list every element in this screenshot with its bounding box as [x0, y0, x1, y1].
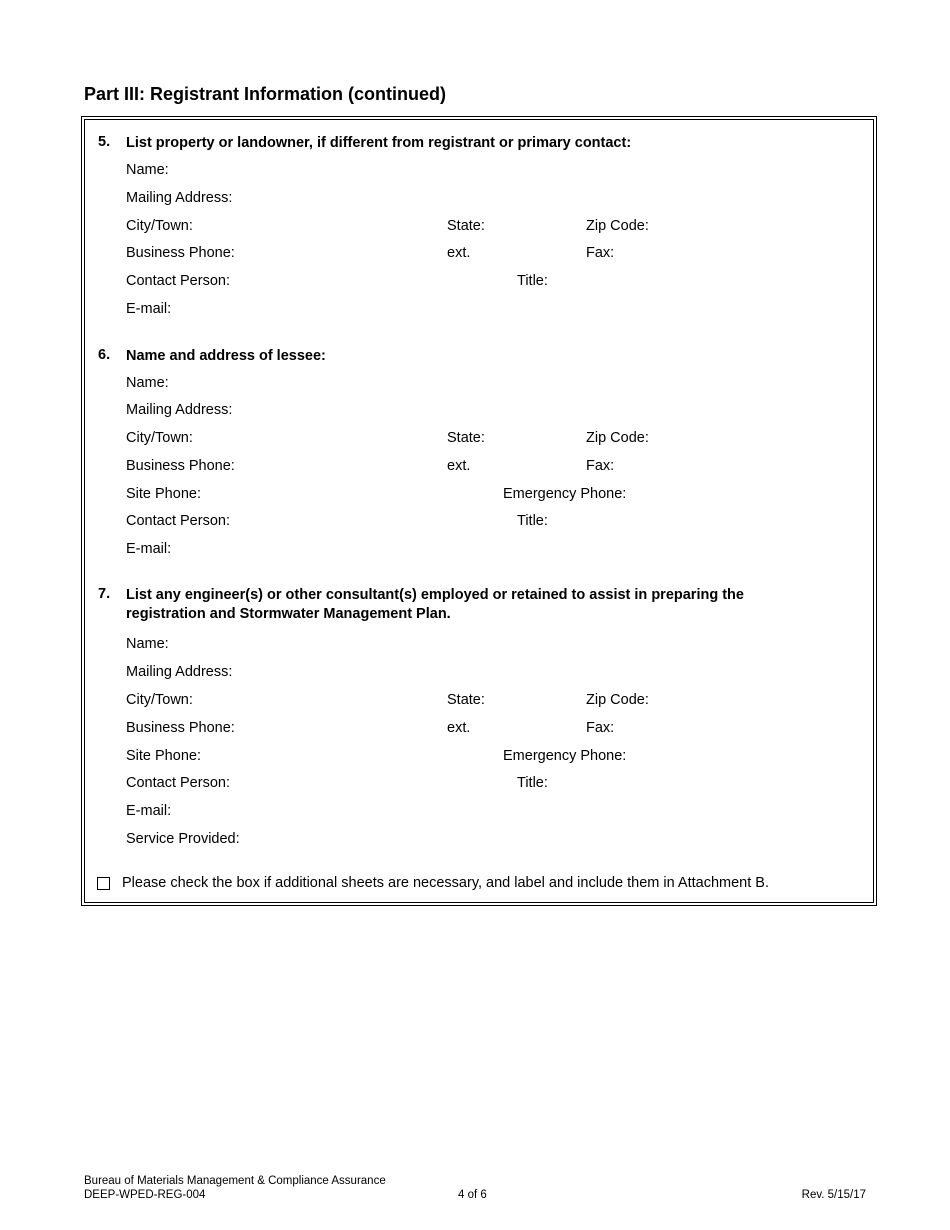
additional-sheets-row: [97, 875, 769, 891]
title-label: Title:: [517, 513, 548, 529]
ext-label: ext.: [447, 245, 471, 261]
additional-sheets-checkbox[interactable]: [97, 877, 110, 890]
email-label: E-mail:: [126, 803, 172, 819]
state-label: State:: [447, 218, 485, 234]
contact-person-label: Contact Person:: [126, 775, 230, 791]
zip-label: Zip Code:: [586, 692, 649, 708]
emergency-phone-label: Emergency Phone:: [503, 748, 627, 764]
city-label: City/Town:: [126, 218, 193, 234]
fax-label: Fax:: [586, 720, 615, 736]
mailing-address-label: Mailing Address:: [126, 190, 233, 206]
additional-sheets-label: Please check the box if additional sheets are necessary, and label and include them in Attachment B.: [122, 875, 769, 891]
ext-label: ext.: [447, 720, 471, 736]
state-label: State:: [447, 430, 485, 446]
page-title: Part III: Registrant Information (continued): [84, 84, 447, 104]
site-phone-label: Site Phone:: [126, 486, 201, 502]
email-label: E-mail:: [126, 301, 172, 317]
name-label: Name:: [126, 375, 169, 391]
name-label: Name:: [126, 636, 169, 652]
section-heading: Name and address of lessee:: [126, 348, 326, 364]
service-provided-label: Service Provided:: [126, 831, 240, 847]
section-number: 7.: [98, 586, 111, 602]
business-phone-label: Business Phone:: [126, 458, 235, 474]
footer-revision: Rev. 5/15/17: [801, 1189, 866, 1201]
fax-label: Fax:: [586, 245, 615, 261]
state-label: State:: [447, 692, 485, 708]
city-label: City/Town:: [126, 430, 193, 446]
zip-label: Zip Code:: [586, 218, 649, 234]
footer-left: [84, 1174, 386, 1202]
email-label: E-mail:: [126, 541, 172, 557]
footer-form-id: DEEP-WPED-REG-004: [84, 1189, 206, 1201]
business-phone-label: Business Phone:: [126, 720, 235, 736]
section-number: 5.: [98, 134, 111, 150]
section-heading: List any engineer(s) or other consultant(s) employed or retained to assist in preparing the registration and Stormwater Management Plan.: [126, 587, 744, 622]
title-label: Title:: [517, 775, 548, 791]
site-phone-label: Site Phone:: [126, 748, 201, 764]
emergency-phone-label: Emergency Phone:: [503, 486, 627, 502]
contact-person-label: Contact Person:: [126, 273, 230, 289]
zip-label: Zip Code:: [586, 430, 649, 446]
section-number: 6.: [98, 347, 111, 363]
ext-label: ext.: [447, 458, 471, 474]
name-label: Name:: [126, 162, 169, 178]
business-phone-label: Business Phone:: [126, 245, 235, 261]
fax-label: Fax:: [586, 458, 615, 474]
city-label: City/Town:: [126, 692, 193, 708]
section-heading: List property or landowner, if different from registrant or primary contact:: [126, 135, 632, 151]
contact-person-label: Contact Person:: [126, 513, 230, 529]
form-frame: [81, 116, 877, 906]
footer-page-number: 4 of 6: [458, 1189, 487, 1201]
mailing-address-label: Mailing Address:: [126, 664, 233, 680]
mailing-address-label: Mailing Address:: [126, 402, 233, 418]
title-label: Title:: [517, 273, 548, 289]
footer-bureau: Bureau of Materials Management & Compliance Assurance: [84, 1175, 386, 1187]
